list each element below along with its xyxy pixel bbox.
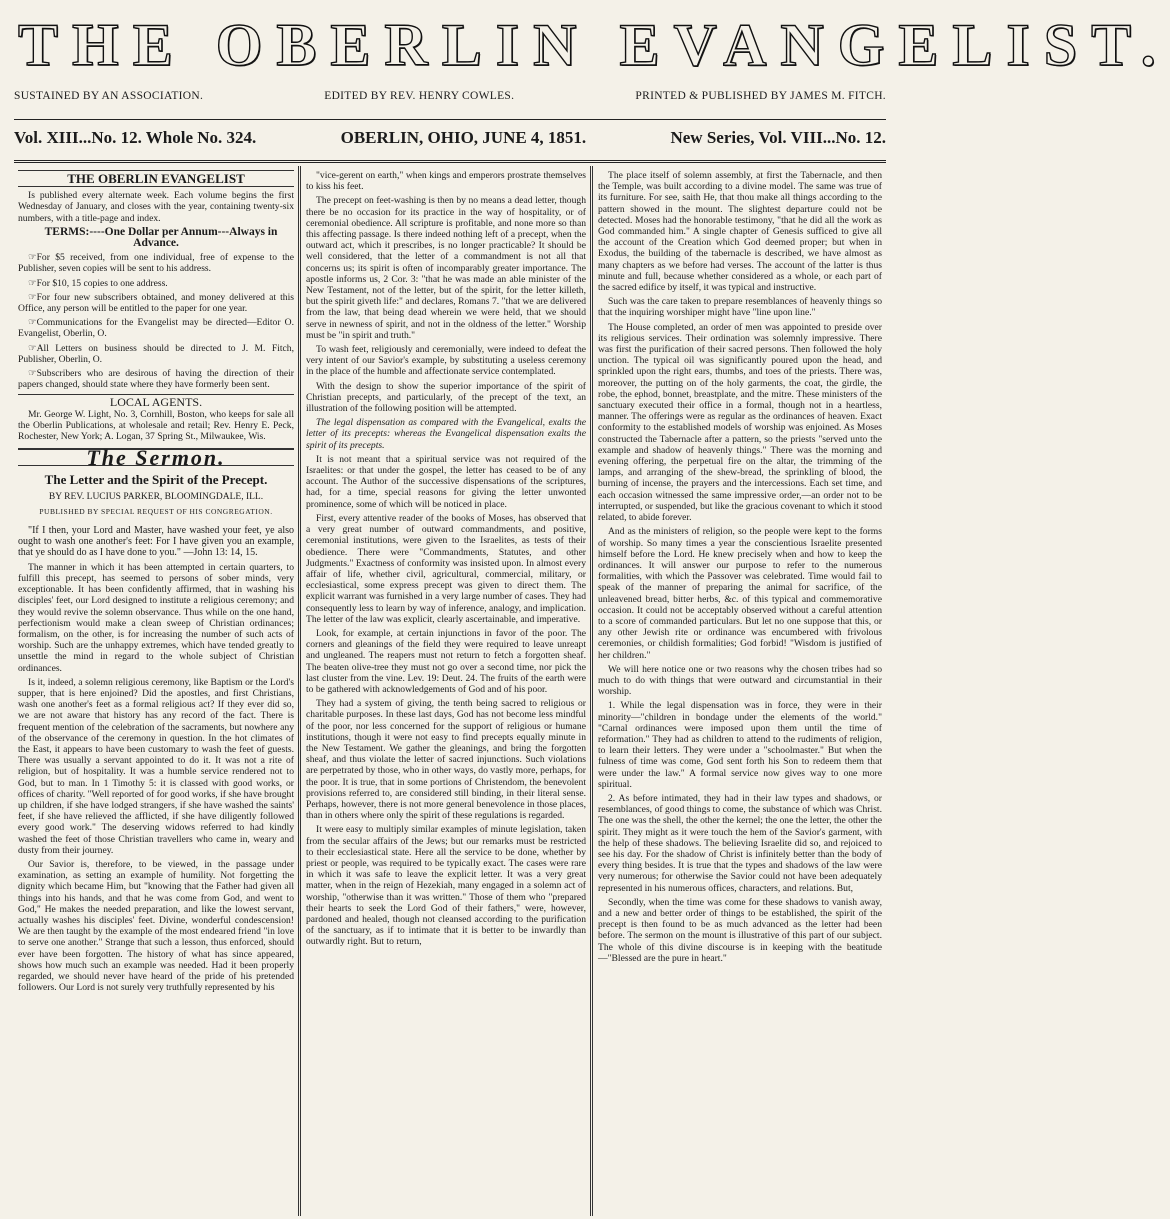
paragraph: The precept on feet-washing is then by no means a dead letter, though there be no occasion for its practice in the way of hospitality, or of ceremonial obedience. All scripture is profitable, and none more so than this affecting passage. Is there indeed nothing left of a precept, when the outward act, which it prescribes, is no longer practicable? It should be well considered, that the letter of a commandment is not all that concerns us; its spirit is often of incomparably greater importance. The apostle informs us, 2 Cor. 3: "that he was made an able minister of the New Testament, not of the letter, but of the spirit, for the letter killeth, but the spirit giveth life:" and declares, Romans 7. "that we are delivered from the law, that being dead wherein we were held, that we should serve in newness of spirit, and not in the oldness of the letter." Worship must be "in spirit and truth." (306, 195, 586, 341)
sermon-section-heading: The Sermon. (18, 448, 294, 466)
dateline: OBERLIN, OHIO, JUNE 4, 1851. (340, 128, 587, 147)
epigraph: "If I then, your Lord and Master, have washed your feet, ye also ought to wash one another's feet: For I have given you an example, that ye should do as I have done to you." —John 13: 14, 15. (18, 525, 294, 559)
subscription-box-title: THE OBERLIN EVANGELIST (18, 170, 294, 187)
paragraph: Is it, indeed, a solemn religious ceremony, like Baptism or the Lord's supper, that is here enjoined? Did the apostles, and first Christians, wash one another's feet as a formal religious act? If they ever did so, we are not aware that history has any record of the fact. There is frequent mention of the celebration of the sacraments, but nowhere any of the observance of the ceremony in question. In the hot climates of the East, it appears to have been customary to wash the feet of guests. There was usually a servant appointed to do it. It was not a rite of religion, but of hospitality. It was a humble service rendered not to God, but to man. In 1 Timothy 5: it is classed with good works, or offices of charity. "Well reported of for good works, if she have brought up children, if she have lodged strangers, if she have washed the saints' feet, if she have relieved the afflicted, if she have diligently followed every good work." The deserving widows referred to had kindly washed the feet of those Christian travellers who came in, weary and dusty from their journey. (18, 676, 294, 856)
paragraph: The manner in which it has been attempted in certain quarters, to fulfill this precept, has seemed to persons of sober minds, very exceptionable. It has been confidently affirmed, that in washing his disciples' feet, our Lord designed to institute a religious ceremony; and they would revive the solemn observance. Thus while on the one hand, perfectionism would make a clean sweep of Christian ordinances; formalism, on the other, is for increasing the number of such acts of worship. Such are the unhappy extremes, which have tended greatly to unsettle the mind in regard to the whole subject of Christian ordinances. (18, 561, 294, 674)
column-divider (298, 166, 301, 1216)
subscription-text: Is published every alternate week. Each volume begins the first Wednesday of January, and closes with the year, containing twenty-six numbers, with a title-page and index. (18, 190, 294, 224)
credits-line (14, 90, 886, 112)
column-3 (598, 170, 882, 1215)
local-agents-heading: LOCAL AGENTS. (18, 394, 294, 408)
column-divider (590, 166, 593, 1216)
paragraph: 2. As before intimated, they had in their law types and shadows, or resemblances, of good things to come, the substance of which was Christ. The one was the shell, the other the kernel; the one the letter, the other the spirit. They might as it were touch the hem of the Savior's garment, with the help of these shadows. The believing Israelite did so, and rejoiced to see his day. For the shadow of Christ is infinitely better than the body of every thing besides. It is true that the types and shadows of the law were very numerous; for otherwise the Savior could not have been adequately represented in his numerous offices, characters, and relations. But, (598, 792, 882, 894)
paragraph: Look, for example, at certain injunctions in favor of the poor. The corners and gleanings of the field they were required to leave unreapt and ungleaned. The reapers must not return to fetch a forgotten sheaf. The beaten olive-tree they must not go over a second time, nor pick the last cluster from the vine. Lev. 19: Deut. 24. The fruits of the earth were to be gathered with acknowledgements of God and of his poor. (306, 627, 586, 695)
sustained-by: SUSTAINED BY AN ASSOCIATION. (14, 90, 204, 102)
paragraph: It is not meant that a spiritual service was not required of the Israelites: or that under the gospel, the letter has ceased to be of any account. The Author of the successive dispensations of the scriptures, had, for a time, special reasons for giving the letter unwonted prominence, some of which will be noticed in place. (306, 453, 586, 510)
publication-note: PUBLISHED BY SPECIAL REQUEST OF HIS CONGREGATION. (39, 506, 273, 516)
terms-item: ☞For $5 received, from one individual, free of expense to the Publisher, seven copies will be sent to his address. (18, 252, 294, 275)
volume-line (14, 128, 886, 154)
paragraph: Our Savior is, therefore, to be viewed, in the passage under examination, as setting an example of humility. Not forgetting the dignity which became Him, but "knowing that the Father had given all things into his hands, and that he was come from God, and went to God," He makes the needed preparation, and like the lowest servant, actually washes his disciples' feet. Divine, wonderful condescension! We are then taught by the example of the most endeared friend "in love to serve one another." Strange that such a lesson, thus enforced, should ever have been forgotten. The history of what has since appeared, shows how much such an example was needed. Had it been properly regarded, we should never have heard of the pride of his pretended followers. Our Lord is not surely very truthfully represented by his (18, 858, 294, 994)
sermon-author: BY REV. LUCIUS PARKER, BLOOMINGDALE, ILL. (48, 491, 264, 502)
series-number: New Series, Vol. VIII...No. 12. (670, 128, 886, 147)
published-by: PRINTED & PUBLISHED BY JAMES M. FITCH. (635, 90, 886, 102)
newspaper-title: THE OBERLIN EVANGELIST. (18, 12, 1170, 78)
paragraph: We will here notice one or two reasons why the chosen tribes had so much to do with things that were outward and circumstantial in their worship. (598, 663, 882, 698)
sermon-title: The Letter and the Spirit of the Precept. (44, 472, 268, 488)
paragraph: First, every attentive reader of the books of Moses, has observed that a very great number of outward commandments, and positive, ceremonial institutions, were given to the Israelites, as tests of their obedience. There were "Commandments, Statutes, and other Judgments." Exactness of conformity was insisted upon. In almost every affair of life, whether civil, agricultural, commercial, military, or ecclesiastical, some express precept was given to direct them. The explicit warrant was furnished in a very large number of cases. They had consequently less to learn by way of inference, analogy, and implication. The letter of the law was explicit, clearly ascertainable, and imperative. (306, 512, 586, 625)
paragraph: "vice-gerent on earth," when kings and emperors prostrate themselves to kiss his feet. (306, 170, 586, 193)
volume-number: Vol. XIII...No. 12. Whole No. 324. (14, 128, 257, 147)
terms-item: ☞All Letters on business should be directed to J. M. Fitch, Publisher, Oberlin, O. (18, 342, 294, 365)
column-1 (18, 170, 294, 1215)
terms-item: ☞Subscribers who are desirous of having the direction of their papers changed, should state where they have formerly been sent. (18, 368, 294, 391)
terms-item: ☞For four new subscribers obtained, and money delivered at this Office, any person will be entitled to the paper for one year. (18, 291, 294, 315)
terms-heading: TERMS:----One Dollar per Annum---Always in Advance. (44, 225, 278, 250)
rule-double (14, 160, 886, 163)
paragraph: The place itself of solemn assembly, at first the Tabernacle, and then the Temple, was built according to a divine model. The same was true of its furniture. For see, saith He, that thou make all things according to the pattern showed in the mount. The slightest departure could not be detected. Moses had the honorable testimony, "that he did all the work as God commanded him." A single chapter of Genesis sufficed to give all the account of the Creation which God deemed proper; but when in Exodus, the building of the tabernacle is described, we have almost as many chapters as we before had verses. The account of the latter is thus minute and full, because whether considered as a whole, or each part of the sacred edifice by itself, it was typical and instructive. (598, 170, 882, 294)
paragraph: They had a system of giving, the tenth being sacred to religious or charitable purposes. In these last days, God has not become less mindful of the poor, nor less concerned for the support of religious or humane institutions, though it were not easy to find precepts equally minute in the New Testament. We gather the gleanings, and bring the forgotten sheaf, and thus violate the letter of sacred injunctions. Such violations are perpetrated by those, who in other ways, do vastly more, perhaps, for the poor. It is true, that in some portions of Christendom, the benevolent provisions referred to, are considered still binding, in their literal sense. Perhaps, however, there is not more general benevolence in those places, than in others where only the spirit of these regulations is regarded. (306, 698, 586, 822)
local-agents-text: Mr. George W. Light, No. 3, Cornhill, Boston, who keeps for sale all the Oberlin Publications, at wholesale and retail; Rev. Henry E. Peck, Rochester, New York; A. Logan, 37 Spring St., Milwaukee, Wis. (18, 408, 294, 443)
masthead (18, 6, 1170, 84)
paragraph: With the design to show the superior importance of the spirit of Christian precepts, and particularly, of the precept of the text, an illustration of the following position will be attempted. (306, 380, 586, 415)
terms-item: ☞For $10, 15 copies to one address. (28, 277, 168, 289)
terms-item: ☞Communications for the Evangelist may be directed—Editor O. Evangelist, Oberlin, O. (18, 317, 294, 340)
edited-by: EDITED BY REV. HENRY COWLES. (324, 90, 515, 102)
paragraph: 1. While the legal dispensation was in force, they were in their minority—"children in bondage under the elements of the world." "Carnal ordinances were imposed upon them until the time of reformation." They had as children to attend to the rudiments of religion, to learn their letters. They were under a "schoolmaster." But when the fulness of time was come, God sent forth his Son to redeem them that were under the law." A formal service now gives way to one more spiritual. (598, 700, 882, 790)
paragraph: It were easy to multiply similar examples of minute legislation, taken from the secular affairs of the Jews; but our remarks must be restricted to their ecclesiastical state. Here all the service to be done, whether by priest or people, was required to be typically exact. The cases were rare in which it was safe to leave the explicit letter. It was a very great matter, when in the reign of Hezekiah, many engaged in a solemn act of worship, "otherwise than it was written." Those of them who "prepared their hearts to seek the Lord God of their fathers," were, however, pardoned and healed, though not cleansed according to the purification of the sanctuary, as if to intimate that it is better to be inwardly than outwardly right. But to return, (306, 824, 586, 948)
paragraph: And as the ministers of religion, so the people were kept to the forms of worship. So many times a year the conscientious Israelite presented himself before the Lord. He knew precisely when and how to keep the ordinances. It will answer our purpose to refer to the numerous formalities, with which the Passover was celebrated. Time would fail to speak of the manner of preparing the animal for sacrifice, of the unleavened bread, bitter herbs, &c. of this typical and commemorative occasion. It could not be acceptably observed without a careful attention to a score of commanded particulars. But let no one suppose that this, or any other Jewish rite or ordinance was encumbered with frivolous ceremonies, or childish formalities; God forbid! "Wisdom is justified of her children." (598, 526, 882, 661)
paragraph: Secondly, when the time was come for these shadows to vanish away, and a new and better order of things to be established, the spirit of the precept is then found to be as much advanced as the letter had been before. The sermon on the mount is illustrative of this part of our subject. The whole of this divine discourse is in keeping with the beatitude—"Blessed are the pure in heart." (598, 896, 882, 964)
column-2 (306, 170, 586, 1215)
rule-top (14, 119, 886, 120)
paragraph: To wash feet, religiously and ceremonially, were indeed to defeat the very intent of our Savior's example, by substituting a useless ceremony in the place of the humble and affectionate service contemplated. (306, 344, 586, 378)
thesis-statement: The legal dispensation as compared with the Evangelical, exalts the letter of its precepts: whereas the Evangelical dispensation exalts the spirit of its precepts. (306, 417, 586, 451)
paragraph: The House completed, an order of men was appointed to preside over its religious services. Their ordination was solemnly impressive. There was first the purification of their sacred persons. Then followed the holy unction. The typical oil was significantly poured upon the head, and sprinkled upon the right ears, thumbs, and toes of the priests. There was, moreover, the putting on of the holy garments, the coat, the girdle, the robe, the ephod, bonnet, breastplate, and the mitre. These ministers of the sanctuary executed their office in a formal, though not in a heartless, manner. The offerings were as regular as the ordinances of heaven. Exact conformity to the established models of worship was enjoined. As Moses constructed the Tabernacle after a pattern, so the priests "served unto the example and shadow of heavenly things." There was the morning and evening offering, the perpetual fire on the altar, the trimming of the lamps, and arranging of the shew-bread, the sprinkling of blood, the burning of incense, the prayers and the intercessions. Each set time, and each occasion witnessed the same impressive order,—an order not to be interrupted, or suspended, but like the gracious covenant to which it stood related, to abide forever. (598, 321, 882, 524)
paragraph: Such was the care taken to prepare resemblances of heavenly things so that the inquiring worshiper might have "line upon line." (598, 296, 882, 319)
